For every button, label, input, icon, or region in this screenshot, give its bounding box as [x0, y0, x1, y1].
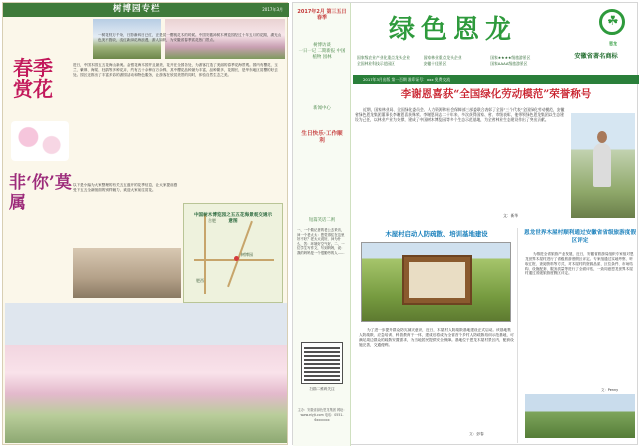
side-jokes-body: 一、一个做记者的老公去采访，问一个老太太：您觉得住在这里好不好？老太太说好，问为什么，答：环境好空气好。二、一位学生写作文，写到妈妈，说：我的妈妈是一个很勤劳的人……	[297, 228, 345, 255]
main-headline: 李谢恩喜获“全国绿化劳动模范”荣誉称号	[400, 88, 592, 100]
article3-photo	[525, 394, 635, 438]
side-section-interview	[297, 43, 347, 61]
portrait-photo	[571, 113, 635, 218]
map-road	[204, 214, 206, 294]
award-item: 国家AAAA级旅游景区	[490, 61, 528, 67]
article2-photo	[361, 242, 511, 322]
article-resort-rating	[521, 228, 639, 443]
trademark-label: 安徽省著名商标	[574, 53, 618, 60]
garden-photo	[73, 248, 181, 298]
masthead-title: 绿色恩龙	[388, 15, 517, 45]
qr-code	[302, 343, 342, 383]
column-title: 树博园专栏	[113, 4, 161, 14]
article-body-1: 进日，中国木园五五花海山新奥。金银花海木园并且最美，花开在全园各处，为游客打造了美丽的春季花海景观。园内有樱花、玉兰、紫荆、海棠、杜鹃等多种花卉，约有五十余种百万余株，其中樱花品种最为丰富，品种繁多，花期长，是华东地区赏樱的好去处。园区还推出了丰富多彩的游园活动和特色服务，让游客在欣赏美景的同时，体验自然生态之美。	[73, 63, 278, 77]
side-date-title: 2017年2月 第三五日春季	[297, 9, 347, 22]
side-footer: 主办：安徽省绿色恩龙集团 网址：www.elyjt.com 电话：0551-6xxxxxxx	[297, 408, 347, 422]
side-jokes-title: 短篇笑话二则	[308, 218, 336, 223]
notice-board	[402, 255, 472, 305]
intro-text: 一树花枝万千朵，日影渐斜日已红，正是赏一樱桃花木的时候。中国安徽神树木博览园经过十年五月的花期，湖光山色美不胜收，浅红新绿花海浪漫，游人如织，为安徽省春季赏花热门景点。	[98, 33, 282, 42]
petals-illustration	[11, 121, 69, 161]
award-item: 安徽十佳景区	[423, 61, 447, 67]
side-section-title: 树博访谈	[313, 43, 331, 48]
issue-bar	[353, 75, 639, 84]
side-column	[293, 3, 351, 446]
subheadline: 非‘你’莫属	[9, 173, 72, 214]
article2-author: 文：彭春	[469, 432, 484, 436]
article3-body: 为推进全省旅游产业发展，近日，安徽省旅游局组织专家组对恩龙世界木屋村进行了省级旅游度假区评定。专家组通过实地考察、听取汇报、查阅资料等方式，对木屋村的资源品质、区位条件、市场结构、设施配套、服务质量等进行了全面评估，一致同意恩龙世界木屋村通过省级旅游度假区评定。	[525, 252, 634, 276]
article-body-2: 以下是小编为大家整理的有关五五盛开的花季信息，让大家提前感受下五五全新版面的别样魅力，欢迎大家前往赏花。	[73, 183, 178, 192]
column-header	[3, 3, 289, 17]
map-label: 树博园	[241, 252, 253, 257]
article3-title: 恩龙世界木屋村顺利通过安徽省省级旅游度假区评定	[524, 230, 636, 244]
article-shelter-base	[353, 228, 518, 443]
clover-logo-icon	[599, 9, 625, 35]
left-page	[2, 2, 288, 445]
column-date: 2017年3月	[262, 7, 283, 12]
right-page	[292, 2, 638, 445]
lead-author: 文：新华	[503, 213, 519, 218]
award-item: 国家★★★★级旅游景区	[490, 55, 531, 60]
awards-list	[357, 55, 557, 67]
issue-info: 2017年3月出版 第一百期 准印证号：xxx 免费交流	[363, 76, 450, 82]
article2-title: 木屋村启动人防疏散、培训基地建设	[385, 230, 488, 238]
side-section-news: 新闻中心	[313, 106, 331, 111]
side-section-items: 一日一记 二期新报 中国 植物 园林	[298, 49, 346, 61]
award-item: 国家级农业产业化重点龙头企业	[357, 55, 411, 60]
article2-body: 为了进一步提升群众防灾减灾意识，近日，木屋村人防疏散基地建设正式启动。该基地集人防疏散、应急培训、科普教育于一体，建成后将成为全省首个乡村人防疏散培训示范基地，可满足周边群众的疏散安置需求，为当地居民提供安全保障。基地位于恩龙木屋村景区内，配套设施完善，交通便利。	[359, 328, 514, 347]
map-label: 肥西	[196, 278, 204, 283]
masthead	[353, 3, 639, 90]
article3-caption: 文：Penny	[601, 388, 619, 392]
blossom-panorama	[5, 303, 287, 443]
award-item: 全国林业科技示范园区	[357, 61, 395, 67]
qr-caption: 扫描二维码关注	[309, 387, 335, 391]
map-label: 合肥	[208, 218, 216, 223]
side-greeting: 生日快乐·工作顺利	[301, 131, 343, 144]
award-item: 国家林业重点龙头企业	[423, 55, 462, 60]
spring-flower-title: 春季赏花	[13, 56, 53, 101]
map-title: 中国树木博览园之五五花海景观交通示意图	[193, 213, 273, 225]
map-pin-icon	[234, 256, 239, 261]
lead-article-body: 近期，国家林业局、全国绿化委员会、人力资源和社会保障部三部委联合表彰了全国“三个代表”全国绿化劳动模范，安徽省绿色恩龙集团董事长李谢恩喜获殊荣。李谢恩同志二十年来，多次获得国家、省、市级表彰，他带领绿色恩龙集团以生态建设为己任，以林业产业为支撑，建成了中国树木博览园等多个生态示范基地，为全省林业生态建设作出了突出贡献。	[355, 107, 565, 123]
logo-label: 恩龙	[609, 41, 617, 46]
